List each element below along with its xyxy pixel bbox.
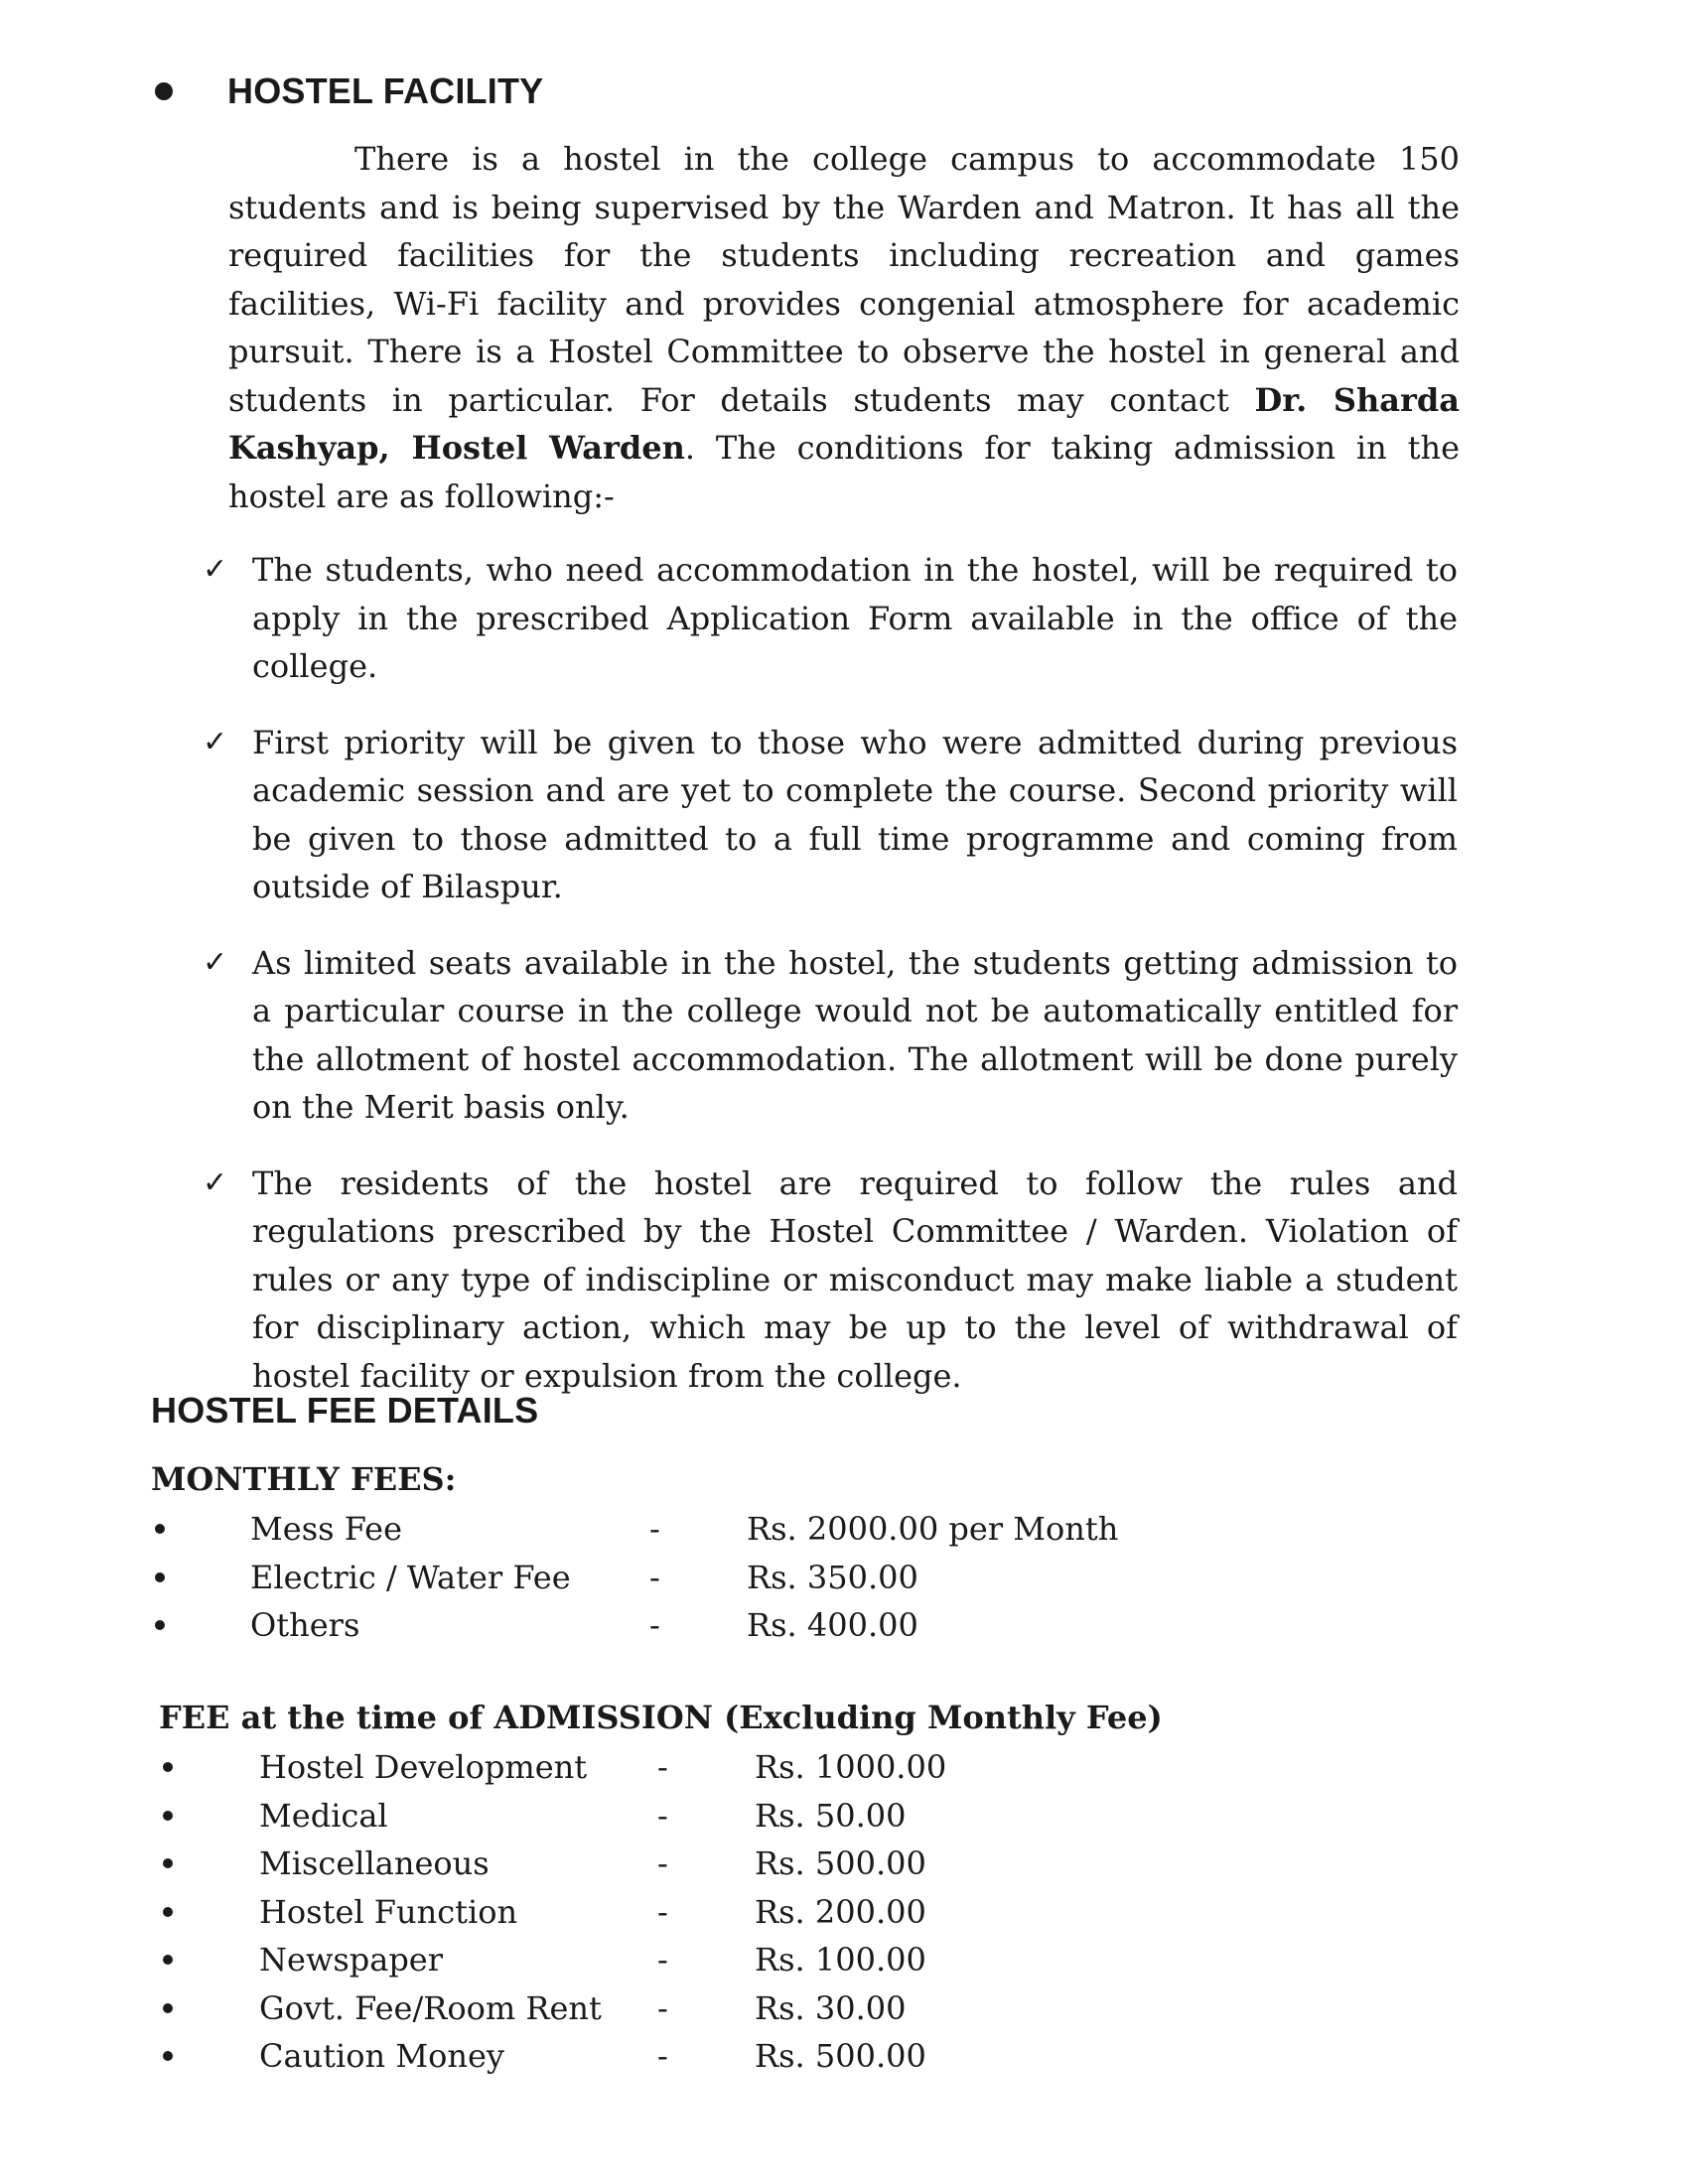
bullet-icon xyxy=(155,1572,165,1582)
condition-item xyxy=(203,939,1458,1132)
fee-row xyxy=(163,1984,1156,2033)
fee-row xyxy=(155,1601,1148,1650)
fee-amount: Rs. 200.00 xyxy=(755,1892,926,1931)
fee-row xyxy=(163,2032,1156,2081)
fee-label: Newspaper xyxy=(259,1941,444,1979)
fee-amount: Rs. 30.00 xyxy=(755,1988,907,2027)
bullet-icon xyxy=(163,2003,173,2013)
fee-label: Caution Money xyxy=(259,2037,504,2075)
fee-row xyxy=(163,1840,1156,1888)
bullet-icon xyxy=(163,1955,173,1965)
fee-row xyxy=(163,1792,1156,1841)
bullet-icon xyxy=(163,1811,173,1821)
check-icon: ✓ xyxy=(203,724,228,759)
fee-amount: Rs. 500.00 xyxy=(755,2037,926,2075)
fee-row xyxy=(163,1936,1156,1984)
hostel-fee-details-heading: HOSTEL FEE DETAILS xyxy=(151,1390,539,1431)
fee-separator: - xyxy=(657,1748,668,1786)
fee-row xyxy=(155,1505,1148,1554)
check-icon: ✓ xyxy=(203,944,228,980)
fee-separator: - xyxy=(657,1844,668,1882)
condition-text: As limited seats available in the hostel, the students getting admission to a particular course in the college would not be automatically entitled for the allotment of hostel accommodation. The allotment will be done purely on the Merit basis only. xyxy=(252,943,1458,1126)
fee-separator: - xyxy=(657,1796,668,1835)
fee-row xyxy=(163,1888,1156,1937)
intro-text-part1: There is a hostel in the college campus to accommodate 150 students and is being supervised by the Warden and Matron. It has all the required facilities for the students including recreation and games facilities, Wi-Fi facility and provides congenial atmosphere for academic pursuit. There is a Hostel Committee to observe the hostel in general and students in particular. For details students may contact xyxy=(228,140,1460,419)
fee-label: Electric / Water Fee xyxy=(250,1558,571,1596)
condition-item xyxy=(203,719,1458,911)
fee-row xyxy=(163,1743,1156,1792)
fee-label: Govt. Fee/Room Rent xyxy=(259,1988,602,2027)
fee-label: Hostel Function xyxy=(259,1892,518,1931)
fee-separator: - xyxy=(657,2037,668,2075)
fee-separator: - xyxy=(649,1606,660,1644)
bullet-icon xyxy=(155,1620,165,1630)
bullet-icon xyxy=(163,1762,173,1772)
fee-row xyxy=(155,1554,1148,1602)
bullet-icon xyxy=(155,82,173,100)
check-icon: ✓ xyxy=(203,1164,228,1200)
hostel-facility-heading: HOSTEL FACILITY xyxy=(227,70,544,111)
admission-conditions-list xyxy=(203,546,1458,1428)
fee-amount: Rs. 400.00 xyxy=(747,1606,918,1644)
admission-fee-heading: FEE at the time of ADMISSION (Excluding Monthly Fee) xyxy=(159,1699,1163,1736)
fee-amount: Rs. 100.00 xyxy=(755,1941,926,1979)
bullet-icon xyxy=(163,1907,173,1917)
condition-text: The students, who need accommodation in the hostel, will be required to apply in the prescribed Application Form available in the office of the college. xyxy=(252,551,1458,685)
monthly-fees-heading: MONTHLY FEES: xyxy=(151,1460,457,1498)
condition-text: First priority will be given to those who were admitted during previous academic session and are yet to complete the course. Second priority will be given to those admitted to a full time programme and coming from outside of Bilaspur. xyxy=(252,723,1458,905)
warden-contact: Dr. Sharda Kashyap, Hostel Warden xyxy=(228,380,1461,467)
fee-separator: - xyxy=(657,1892,668,1931)
fee-label: Others xyxy=(250,1606,360,1644)
bullet-icon xyxy=(163,2051,173,2061)
check-icon: ✓ xyxy=(203,552,228,587)
fee-label: Miscellaneous xyxy=(259,1844,490,1882)
condition-text: The residents of the hostel are required to follow the rules and regulations prescribed by the Hostel Committee / Warden. Violation of rules or any type of indiscipline or misconduct may make liable a student for disciplinary action, which may be up to the level of withdrawal of hostel facility or expulsion from the college. xyxy=(252,1163,1458,1395)
hostel-intro-paragraph xyxy=(228,135,1460,520)
fee-amount: Rs. 350.00 xyxy=(747,1558,918,1596)
bullet-icon xyxy=(163,1858,173,1868)
condition-item xyxy=(203,546,1458,691)
fee-separator: - xyxy=(649,1510,660,1548)
hostel-facility-heading-row xyxy=(155,68,543,115)
fee-amount: Rs. 50.00 xyxy=(755,1796,907,1835)
fee-label: Medical xyxy=(259,1796,388,1835)
admission-fees-list xyxy=(163,1743,1156,2081)
monthly-fees-list xyxy=(155,1505,1148,1650)
fee-label: Hostel Development xyxy=(259,1748,588,1786)
fee-amount: Rs. 500.00 xyxy=(755,1844,926,1882)
intro-text-part2: . The conditions for taking admission in the hostel are as following:- xyxy=(228,429,1461,515)
condition-item xyxy=(203,1160,1458,1401)
fee-amount: Rs. 2000.00 per Month xyxy=(747,1510,1119,1548)
fee-separator: - xyxy=(657,1941,668,1979)
fee-separator: - xyxy=(657,1988,668,2027)
fee-amount: Rs. 1000.00 xyxy=(755,1748,947,1786)
fee-label: Mess Fee xyxy=(250,1510,403,1548)
fee-separator: - xyxy=(649,1558,660,1596)
bullet-icon xyxy=(155,1524,165,1534)
